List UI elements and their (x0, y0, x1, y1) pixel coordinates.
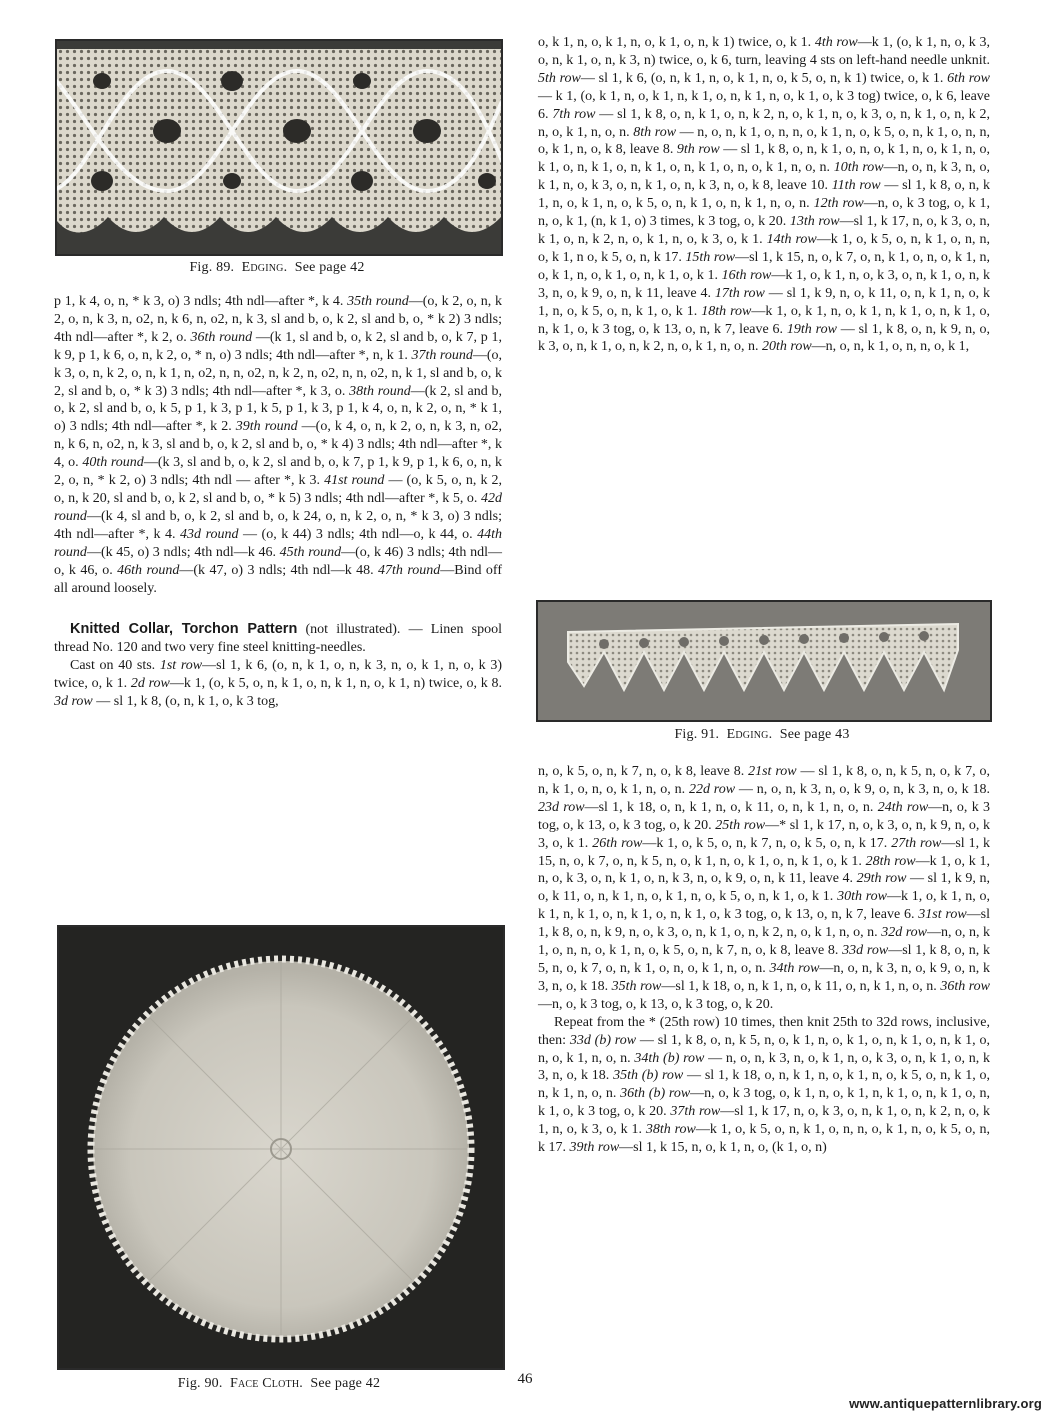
instruction-text: —(k 3, sl and b, o, k 2, sl and b, o, k 7, p 1, k 9, p 1, k 6, o, n, k 2, o, n, * k 2, o) 3 ndls; 4th ndl — after *, k 3. (54, 455, 502, 489)
fig90-ref: See page 42 (310, 1376, 381, 1391)
instruction-text: —sl 1, k 18, o, n, k 1, n, o, k 11, o, n, k 1, n, o, n. (661, 978, 941, 994)
instruction-text: —sl 1, k 15, n, o, k 1, n, o, (k 1, o, n) (619, 1140, 827, 1156)
row-label: 35th (b) row (613, 1068, 684, 1084)
row-label: 19th row (786, 321, 837, 337)
instruction-text: —k 1, o, k 1, n, o, k 1, n, k 1, o, n, k 1, o, n, k 1, o, k 3 tog, o, k 13, o, n, k 7, leave 6. (538, 303, 991, 337)
instruction-text: —n, o, n, k 1, o, n, n, o, k 1, n, o, k 5, o, n, k 7, n, o, k 8, leave 8. (538, 925, 991, 959)
row-label: 12th row (813, 196, 864, 212)
instruction-text: — sl 1, k 8, o, n, k 1, o, n, o, k 1, n, o, k 1, n, o, k 1, o, n, k 1, o, n, k 1, o, n, k 1, o, n, o, k 1, n, o, n. (538, 142, 991, 176)
row-label: 39th round (235, 419, 298, 435)
row-label: 9th row (676, 142, 720, 158)
instruction-text: (not illustrated). — Linen spool thread No. 120 and two very fine steel knitting-needles. (54, 622, 502, 656)
instruction-text: Repeat from the * (25th row) 10 times, then knit 25th to 32d rows, inclusive, then: (538, 1014, 990, 1048)
instruction-text: —(k 1, sl and b, o, k 2, sl and b, o, k 7, p 1, k 9, p 1, k 6, o, n, k 2, o, * n, o) 3 ndls; 4th ndl—after *, n, k 1. (54, 329, 503, 363)
instruction-text: —k 1, (o, k 5, o, n, k 1, o, n, k 1, n, o, k 1, n) twice, o, k 8. (169, 676, 502, 692)
row-label: 45th round (279, 544, 342, 560)
row-label: 38th row (645, 1122, 696, 1138)
instruction-text: — sl 1, k 9, n, o, k 11, o, n, k 1, n, o, k 1, n, o, k 5, o, n, k 1, o, k 1. (538, 285, 991, 319)
instruction-text: —k 1, o, k 1, n, o, k 3, o, n, k 1, o, n, k 3, n, o, k 9, o, n, k 11, leave 4. (538, 267, 991, 301)
right-para-rows-4-20 (538, 34, 990, 356)
instruction-text: — sl 1, k 8, o, n, k 1, o, n, k 2, n, o, k 1, n, o, k 3, o, n, k 1, o, n, k 2, n, o, k 1, n, o, n. (538, 106, 991, 140)
instruction-text: — sl 1, k 8, o, n, k 9, n, o, k 3, o, n, k 1, o, n, k 2, n, o, k 1, n, o, n. (538, 321, 991, 355)
instruction-text: —sl 1, k 15, n, o, k 7, o, n, k 1, o, n, o, k 1, n, o, k 1, n, o, k 1, o, n, k 1, o, k 1. (538, 249, 991, 283)
instruction-text: —(k 4, sl and b, o, k 2, sl and b, o, k 24, o, n, k 2, o, n, * k 3, o) 3 ndls; 4th ndl—after *, k 4. (54, 508, 502, 542)
points-edging-illustration (538, 602, 990, 720)
right-column-bottom (538, 763, 990, 1157)
instruction-text: n, o, k 5, o, n, k 7, n, o, k 8, leave 8. (538, 764, 749, 779)
instruction-text: —n, o, n, k 3, n, o, k 9, o, n, k 3, n, o, k 18. (538, 960, 991, 994)
instruction-text: — sl 1, k 9, n, o, k 11, o, n, k 1, n, o, k 1, n, o, k 5, o, n, k 1, o, k 1. (538, 871, 990, 905)
row-label: 32d row (881, 925, 927, 941)
row-label: 36th (b) row (620, 1086, 691, 1102)
instruction-text: —(k 47, o) 3 ndls; 4th ndl—k 48. (179, 562, 379, 578)
row-label: 44th round (54, 526, 502, 560)
instruction-text: —n, o, k 3 tog, o, k 1, n, o, k 1, n, k 1, o, n, k 1, o, n, k 1, o, k 3 tog, o, k 20. (538, 1086, 991, 1120)
instruction-text: —n, o, n, k 1, o, n, n, o, k 1, (811, 339, 970, 355)
row-label: 30th row (837, 889, 887, 905)
instruction-text: —sl 1, k 6, (o, n, k 1, o, n, k 3, n, o, k 1, n, o, k 3) twice, o, k 1. (54, 658, 502, 692)
row-label: 31st row (918, 907, 967, 923)
instruction-text: —(k 45, o) 3 ndls; 4th ndl—k 46. (86, 544, 280, 560)
row-label: 20th row (762, 339, 812, 355)
row-label: 33d row (842, 943, 889, 959)
fig89-caption (55, 260, 499, 276)
instruction-text: —* sl 1, k 17, n, o, k 3, o, n, k 9, n, o, k 3, o, k 1. (538, 817, 990, 851)
instruction-text: —sl 1, k 17, n, o, k 3, o, n, k 1, o, n, k 2, n, o, k 1, n, o, k 3, o, k 1. (538, 1104, 991, 1138)
row-label: 28th row (865, 853, 916, 869)
row-label: 11th row (831, 178, 881, 194)
fig89-title: Edging. (241, 260, 288, 275)
row-label: 36th row (940, 978, 991, 994)
instruction-text: —sl 1, k 15, n, o, k 7, o, n, k 5, n, o, k 1, n, o, k 1, o, n, k 1, o, k 1. (538, 835, 991, 869)
instruction-text: — sl 1, k 18, o, n, k 1, n, o, k 1, n, o, k 5, o, n, k 1, o, n, k 1, n, o, n. (538, 1068, 991, 1102)
row-label: 29th row (856, 871, 907, 887)
instruction-text: —n, o, k 3 tog, o, k 1, n, o, k 1, (n, k 1, o) 3 times, k 3 tog, o, k 20. (538, 196, 991, 230)
instruction-text: —k 1, o, k 5, o, n, k 7, n, o, k 5, o, n, k 17. (642, 835, 892, 851)
instruction-text: —sl 1, k 8, o, n, k 9, n, o, k 3, o, n, k 1, o, n, k 2, n, o, k 1, n, o, n. (538, 907, 990, 941)
row-label: 23d row (538, 799, 585, 815)
instruction-text: — n, o, n, k 1, o, n, n, o, k 1, n, o, k 5, o, n, k 1, o, n, n, o, k 1, n, o, k 8, leave 8. (538, 124, 991, 158)
instruction-text: —Bind off all around loosely. (54, 562, 502, 596)
instruction-text: — n, o, n, k 3, n, o, k 9, o, n, k 3, n, o, k 18. (735, 781, 990, 797)
row-label: 34th (b) row (634, 1050, 705, 1066)
instruction-text: —(o, k 2, o, n, k 2, o, n, k 3, n, o2, n, k 6, n, o2, n, k 3, sl and b, o, k 2, sl and b, o, * k 2) 3 ndls; 4th ndl—after *, k 2, o. (54, 294, 502, 345)
face-cloth-illustration (59, 927, 503, 1368)
instruction-text: —n, o, k 3 tog, o, k 13, o, k 3 tog, o, k 20. (538, 799, 990, 833)
row-label: 14th row (766, 231, 817, 247)
instruction-text: — sl 1, k 8, o, n, k 5, n, o, k 1, n, o, k 1, o, n, k 1, o, n, k 1, o, n, o, k 1, n, o, n. (538, 1032, 991, 1066)
instruction-text: —n, o, n, k 3, n, o, k 1, n, o, k 3, o, n, k 1, o, n, k 3, n, o, k 8, leave 10. (538, 160, 991, 194)
row-label: 27th row (891, 835, 942, 851)
fig90-number: Fig. 90. (177, 1376, 223, 1391)
row-label: 25th row (715, 817, 766, 833)
fig89-edging-photo (55, 39, 503, 256)
fig91-edging-photo (536, 600, 992, 722)
row-label: 8th row (633, 124, 677, 140)
instruction-text: — k 1, (o, k 1, n, o, k 1, n, k 1, o, n, k 1, n, o, k 1, o, k 3 tog) twice, o, k 6, leave 6. (538, 88, 990, 122)
instruction-text: p 1, k 4, o, n, * k 3, o) 3 ndls; 4th ndl—after *, k 4. (54, 294, 348, 309)
left-para-rounds (54, 293, 502, 597)
row-label: 38th round (349, 383, 411, 399)
row-label: 6th row (947, 70, 991, 86)
instruction-text: —k 1, o, k 5, o, n, k 1, o, n, n, o, k 1, n, o, k 5, o, n, k 17. (538, 1122, 991, 1156)
instruction-text: —(o, k 3, o, n, k 2, o, n, k 1, n, o2, n, n, o2, n, k 2, n, o2, n, n, o2, n, k 1, sl and b, o, k 2, sl and b, o, * k 3) 3 ndls; 4th ndl—after *, k 3, o. (54, 347, 503, 399)
row-label: 40th round (82, 455, 144, 471)
site-url: www.antiquepatternlibrary.org (849, 1396, 1042, 1411)
instruction-text: — (o, k 44) 3 ndls; 4th ndl—o, k 44, o. (238, 526, 478, 542)
fig91-number: Fig. 91. (674, 727, 720, 742)
fig91-title: Edging. (726, 727, 773, 742)
instruction-text: — sl 1, k 6, (o, n, k 1, n, o, k 1, n, o, k 5, o, n, k 1) twice, o, k 1. (580, 70, 948, 86)
row-label: 34th row (769, 960, 820, 976)
fig91-caption (536, 727, 988, 743)
row-label: 26th row (592, 835, 643, 851)
instruction-text: — sl 1, k 8, (o, n, k 1, o, k 3 tog, (92, 694, 279, 710)
instruction-text: —k 1, o, k 1, n, o, k 1, n, k 1, o, n, k 1, o, n, k 1, o, k 3 tog, o, k 13, o, n, k 7, leave 6. (538, 889, 991, 923)
right-column-top (538, 34, 990, 356)
instruction-text: o, k 1, n, o, k 1, n, o, k 1, o, n, k 1) twice, o, k 1. (538, 35, 815, 50)
fig91-ref: See page 43 (779, 727, 850, 742)
instruction-text: — sl 1, k 8, o, n, k 1, n, o, k 1, n, o, k 5, o, n, k 1, o, n, k 1, n, o, n. (538, 178, 991, 212)
fig90-face-cloth-photo (57, 925, 505, 1370)
row-label: 17th row (714, 285, 765, 301)
left-para-cast-on (54, 657, 502, 711)
row-label: 36th round (190, 329, 253, 345)
row-label: 3d row (54, 694, 93, 710)
row-label: 21st row (748, 764, 797, 779)
instruction-text: — n, o, n, k 3, n, o, k 1, n, o, k 3, o, n, k 1, o, n, k 3, n, o, k 18. (538, 1050, 991, 1084)
page-number: 46 (517, 1371, 533, 1387)
row-label: 13th row (789, 214, 840, 230)
instruction-text: —sl 1, k 8, o, n, k 5, n, o, k 7, o, n, k 1, o, n, o, k 1, n, o, n. (538, 943, 990, 976)
instruction-text: —(o, k 46) 3 ndls; 4th ndl—o, k 46, o. (54, 544, 502, 578)
instruction-text: —sl 1, k 17, n, o, k 3, o, n, k 1, o, n, k 2, n, o, k 1, n, o, k 3, o, k 1. (538, 214, 991, 247)
row-label: 10th row (833, 160, 884, 176)
instruction-text: —k 1, o, k 1, n, o, k 3, o, n, k 1, o, n, k 3, n, o, k 9, o, n, k 11, leave 4. (538, 853, 991, 887)
lace-edging-illustration (57, 41, 501, 254)
instruction-text: —(o, k 4, o, n, k 2, o, n, k 3, n, o2, n, k 6, n, o2, n, k 3, sl and b, o, k 2, sl and b, o, * k 4) 3 ndls; 4th ndl—after *, k 4, o. (54, 419, 502, 471)
row-label: 1st row (159, 658, 203, 674)
row-label: 2d row (130, 676, 170, 692)
instruction-text: —sl 1, k 18, o, n, k 1, n, o, k 11, o, n, k 1, n, o, n. (584, 799, 878, 815)
instruction-text: —k 1, o, k 5, o, n, k 1, o, n, n, o, k 1, n o, k 5, o, n, k 17. (538, 231, 991, 265)
instruction-text: — (o, k 5, o, n, k 2, o, n, k 20, sl and b, o, k 2, sl and b, o, * k 5) 3 ndls; 4th ndl—after *, k 5, o. (54, 473, 502, 506)
row-label: 7th row (552, 106, 596, 122)
fig90-title: Face Cloth. (229, 1376, 303, 1391)
fig89-ref: See page 42 (294, 260, 365, 275)
instruction-text: Cast on 40 sts. (70, 658, 160, 674)
row-label: 16th row (721, 267, 772, 283)
instruction-text: —n, o, k 3 tog, o, k 13, o, k 3 tog, o, k 20. (538, 996, 774, 1012)
row-label: 47th round (378, 562, 441, 578)
instruction-text: —k 1, (o, k 1, n, o, k 3, o, n, k 1, o, n, k 3, n) twice, o, k 6, turn, leaving 4 sts on left-hand needle unknit. (538, 35, 990, 68)
row-label: 15th row (685, 249, 736, 265)
row-label: 35th round (347, 294, 409, 309)
row-label: 39th row (569, 1140, 620, 1156)
row-label: 22d row (688, 781, 736, 797)
row-label: 42d round (54, 490, 502, 524)
left-para-collar-intro (54, 621, 502, 657)
row-label: 33d (b) row (569, 1032, 637, 1048)
row-label: 35th row (611, 978, 662, 994)
left-column (54, 293, 502, 711)
section-heading: Knitted Collar, Torchon Pattern (70, 621, 298, 638)
right-para-rows-21-36 (538, 763, 990, 1014)
row-label: 41st round (324, 473, 385, 489)
fig89-number: Fig. 89. (189, 260, 235, 275)
instruction-text: — sl 1, k 8, o, n, k 5, n, o, k 7, o, n, k 1, o, n, o, k 1, n, o, n. (538, 764, 991, 797)
right-para-repeat (538, 1014, 990, 1157)
row-label: 46th round (117, 562, 180, 578)
row-label: 24th row (877, 799, 929, 815)
row-label: 4th row (814, 35, 858, 50)
row-label: 37th round (411, 347, 473, 363)
instruction-text: —(k 2, sl and b, o, k 2, sl and b, o, k 5, p 1, k 3, p 1, k 5, p 1, k 3, p 1, k 4, o, n, k 2, o, n, * k 1, o) 3 ndls; 4th ndl—after *, k 2. (54, 383, 502, 435)
row-label: 18th row (701, 303, 752, 319)
row-label: 43d round (180, 526, 239, 542)
row-label: 37th row (670, 1104, 721, 1120)
row-label: 5th row (538, 70, 581, 86)
